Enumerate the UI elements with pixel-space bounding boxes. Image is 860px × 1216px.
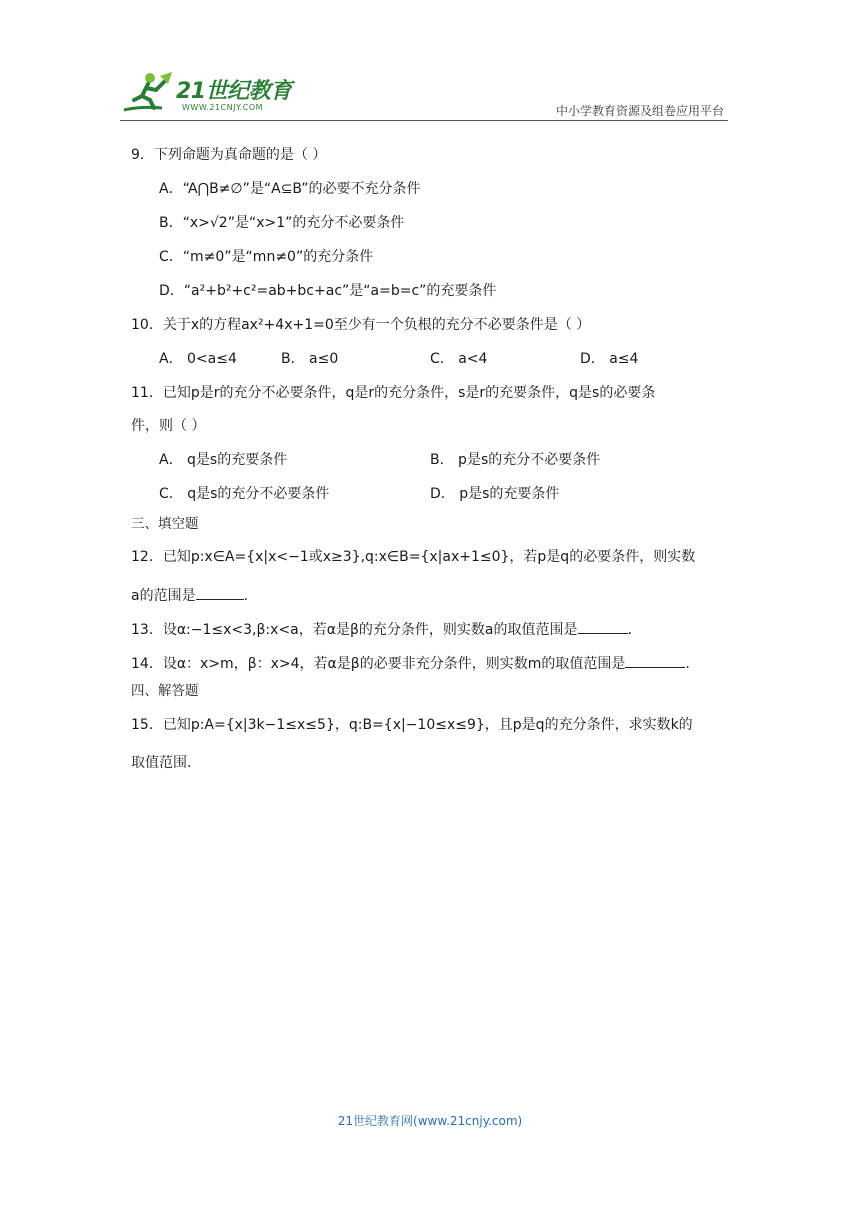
question-12-end: . bbox=[243, 588, 249, 604]
question-15-line1: 15．已知p:A={x|3k−1≤x≤5}，q:B={x|−10≤x≤9}，且p是q的充分条件，求实数k的 bbox=[131, 717, 693, 733]
question-9-option-a: A．“A⋂B≠∅”是“A⊆B”的必要不充分条件 bbox=[159, 181, 421, 197]
section-fill-in-heading: 三、填空题 bbox=[131, 516, 199, 532]
question-11-stem-line2: 件，则（ ） bbox=[131, 418, 206, 434]
question-14 bbox=[131, 653, 690, 674]
question-11-option-b: B． p是s的充分不必要条件 bbox=[430, 452, 601, 468]
header-divider bbox=[120, 120, 728, 121]
question-14-end: . bbox=[685, 656, 690, 672]
question-13-end: . bbox=[627, 622, 632, 638]
page-header bbox=[120, 64, 728, 120]
question-10-option-b: B． a≤0 bbox=[281, 351, 339, 367]
platform-name: 中小学教育资源及组卷应用平台 bbox=[555, 104, 724, 118]
question-12-text: a的范围是 bbox=[131, 588, 196, 604]
question-11-option-a: A． q是s的充要条件 bbox=[159, 452, 288, 468]
question-15-line2: 取值范围. bbox=[131, 755, 192, 771]
site-logo bbox=[120, 70, 295, 116]
question-9-option-b: B．“x>√2”是“x>1”的充分不必要条件 bbox=[159, 215, 405, 231]
answer-blank[interactable] bbox=[196, 585, 244, 600]
question-11-option-c: C． q是s的充分不必要条件 bbox=[159, 486, 330, 502]
question-13-text: 13．设α:−1≤x<3,β:x<a，若α是β的充分条件，则实数a的取值范围是 bbox=[131, 622, 578, 638]
question-11-option-d: D． p是s的充要条件 bbox=[430, 486, 560, 502]
section-answer-heading: 四、解答题 bbox=[131, 683, 199, 699]
question-12-line1: 12．已知p:x∈A={x|x<−1或x≥3},q:x∈B={x|ax+1≤0}，若p是q的必要条件，则实数 bbox=[131, 549, 696, 565]
page-footer[interactable]: 21世纪教育网(www.21cnjy.com) bbox=[337, 1114, 523, 1128]
question-10-option-a: A． 0<a≤4 bbox=[159, 351, 237, 367]
question-11-stem-line1: 11．已知p是r的充分不必要条件，q是r的充分条件，s是r的充要条件，q是s的必要条 bbox=[131, 385, 656, 401]
question-12-line2 bbox=[131, 585, 248, 606]
question-9-option-d: D．“a²+b²+c²=ab+bc+ac”是“a=b=c”的充要条件 bbox=[159, 283, 497, 299]
question-13 bbox=[131, 619, 632, 640]
question-14-text: 14．设α：x>m，β：x>4，若α是β的必要非充分条件，则实数m的取值范围是 bbox=[131, 656, 626, 672]
runner-icon bbox=[120, 70, 176, 116]
question-10-option-c: C． a<4 bbox=[430, 351, 488, 367]
logo-text: 21世纪教育 bbox=[176, 79, 292, 104]
question-9-stem: 9．下列命题为真命题的是（ ） bbox=[131, 147, 327, 163]
answer-blank[interactable] bbox=[578, 619, 628, 634]
logo-subtitle: WWW.21CNJY.COM bbox=[182, 103, 264, 112]
answer-blank[interactable] bbox=[625, 653, 685, 668]
question-9-option-c: C．“m≠0”是“mn≠0”的充分条件 bbox=[159, 249, 374, 265]
question-10-option-d: D． a≤4 bbox=[580, 351, 639, 367]
question-10-stem: 10．关于x的方程ax²+4x+1=0至少有一个负根的充分不必要条件是（ ） bbox=[131, 317, 591, 333]
